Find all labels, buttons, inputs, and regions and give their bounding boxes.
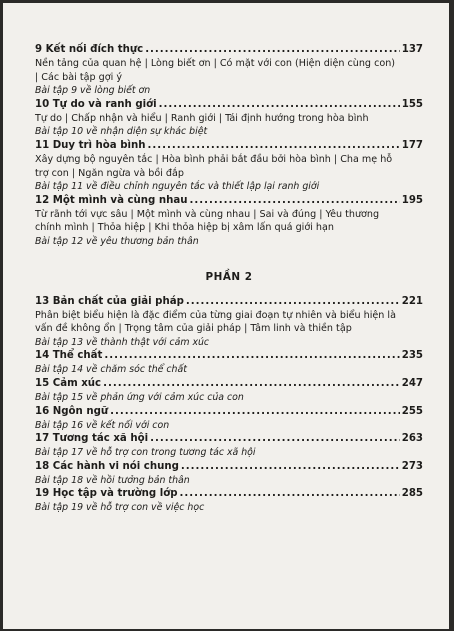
page-number: 137	[401, 44, 423, 55]
chapter-exercise: Bài tập 12 về yêu thương bản thân	[35, 235, 199, 247]
dot-leader	[180, 487, 400, 501]
chapter-topics: trợ con | Ngăn ngừa và bồi đắp	[35, 167, 184, 179]
toc-entry	[35, 377, 423, 405]
chapter-exercise: Bài tập 13 về thành thật với cảm xúc	[35, 336, 210, 348]
toc-entry	[35, 432, 423, 460]
chapter-title: 10 Tự do và ranh giới	[35, 98, 157, 110]
dot-leader	[103, 377, 400, 391]
toc-entry	[35, 295, 423, 350]
toc-chapter-heading[interactable]	[35, 377, 423, 391]
chapter-topics: | Các bài tập gợi ý	[35, 71, 122, 83]
toc-chapter-heading[interactable]	[35, 460, 423, 474]
toc-chapter-heading[interactable]	[35, 43, 423, 57]
page-number: 255	[401, 405, 423, 417]
dot-leader	[148, 139, 400, 153]
chapter-title: 13 Bản chất của giải pháp	[35, 295, 184, 307]
dot-leader	[110, 405, 400, 419]
chapter-exercise: Bài tập 14 về chăm sóc thể chất	[35, 364, 187, 376]
page-number: 155	[401, 98, 423, 110]
chapter-title: 17 Tương tác xã hội	[35, 433, 149, 445]
page-number: 177	[401, 139, 423, 151]
toc-chapter-heading[interactable]	[35, 295, 423, 309]
dot-leader	[150, 432, 400, 446]
chapter-exercise: Bài tập 15 về phản ứng với cảm xúc của con	[35, 391, 244, 403]
chapter-topics: vấn đề không ổn | Trọng tâm của giải pháp | Tâm linh và thiền tập	[35, 323, 352, 335]
toc-entry	[35, 460, 423, 488]
toc-entry	[35, 43, 423, 98]
toc-entry	[35, 405, 423, 433]
chapter-exercise: Bài tập 9 về lòng biết ơn	[35, 85, 151, 97]
page-number: 235	[401, 350, 423, 362]
dot-leader	[145, 43, 400, 57]
toc-chapter-heading[interactable]	[35, 405, 423, 419]
page-number: 221	[401, 295, 423, 307]
chapter-exercise: Bài tập 11 về điều chỉnh nguyên tắc và thiết lập lại ranh giới	[35, 181, 320, 193]
page-number: 263	[401, 433, 423, 445]
chapter-title: 14 Thể chất	[35, 350, 103, 362]
chapter-topics: Từ rãnh tới vực sâu | Một mình và cùng nhau | Sai và đúng | Yêu thương	[35, 208, 380, 220]
chapter-exercise: Bài tập 10 về nhận diện sự khác biệt	[35, 126, 208, 138]
dot-leader	[159, 98, 400, 112]
page-number: 195	[401, 194, 423, 206]
toc-part2	[35, 295, 423, 515]
dot-leader	[186, 295, 400, 309]
chapter-title: 15 Cảm xúc	[35, 377, 102, 389]
part-heading: PHẦN 2	[205, 270, 253, 283]
dot-leader	[181, 460, 400, 474]
dot-leader	[190, 194, 400, 208]
toc-entry	[35, 194, 423, 249]
page-number: 273	[401, 460, 423, 472]
chapter-topics: Nền tảng của quan hệ | Lòng biết ơn | Có mặt với con (Hiện diện cùng con)	[35, 58, 396, 69]
toc-chapter-heading[interactable]	[35, 349, 423, 363]
toc-chapter-heading[interactable]	[35, 487, 423, 501]
chapter-title: 18 Các hành vi nói chung	[35, 460, 179, 472]
chapter-exercise: Bài tập 19 về hỗ trợ con về việc học	[35, 502, 205, 514]
chapter-topics: Xây dựng bộ nguyên tắc | Hòa bình phải bắt đầu bởi hòa bình | Cha mẹ hỗ	[35, 153, 393, 165]
chapter-title: 12 Một mình và cùng nhau	[35, 194, 188, 206]
book-page	[3, 3, 449, 629]
chapter-title: 19 Học tập và trường lớp	[35, 488, 178, 500]
toc-chapter-heading[interactable]	[35, 194, 423, 208]
chapter-topics: Tự do | Chấp nhận và hiểu | Ranh giới | Tái định hướng trong hòa bình	[35, 112, 369, 124]
toc-chapter-heading[interactable]	[35, 139, 423, 153]
page-number: 285	[401, 488, 423, 500]
toc-chapter-heading[interactable]	[35, 432, 423, 446]
toc-entry	[35, 139, 423, 194]
chapter-exercise: Bài tập 16 về kết nối với con	[35, 419, 170, 431]
chapter-exercise: Bài tập 17 về hỗ trợ con trong tương tác xã hội	[35, 447, 256, 459]
toc-chapter-heading[interactable]	[35, 98, 423, 112]
chapter-exercise: Bài tập 18 về hồi tưởng bản thân	[35, 474, 190, 486]
toc-entry	[35, 349, 423, 377]
chapter-topics: Phân biệt biểu hiện là đặc điểm của từng giai đoạn tự nhiên và biểu hiện là	[35, 309, 396, 321]
chapter-title: 16 Ngôn ngữ	[35, 405, 109, 417]
toc-entry	[35, 98, 423, 139]
chapter-title: 9 Kết nối đích thực	[35, 44, 144, 55]
chapter-title: 11 Duy trì hòa bình	[35, 139, 146, 151]
page-number: 247	[401, 377, 423, 389]
toc-part1	[35, 43, 423, 249]
dot-leader	[104, 349, 399, 363]
chapter-topics: chính mình | Thỏa hiệp | Khi thỏa hiệp bị xâm lấn quá giới hạn	[35, 222, 334, 234]
toc-entry	[35, 487, 423, 515]
